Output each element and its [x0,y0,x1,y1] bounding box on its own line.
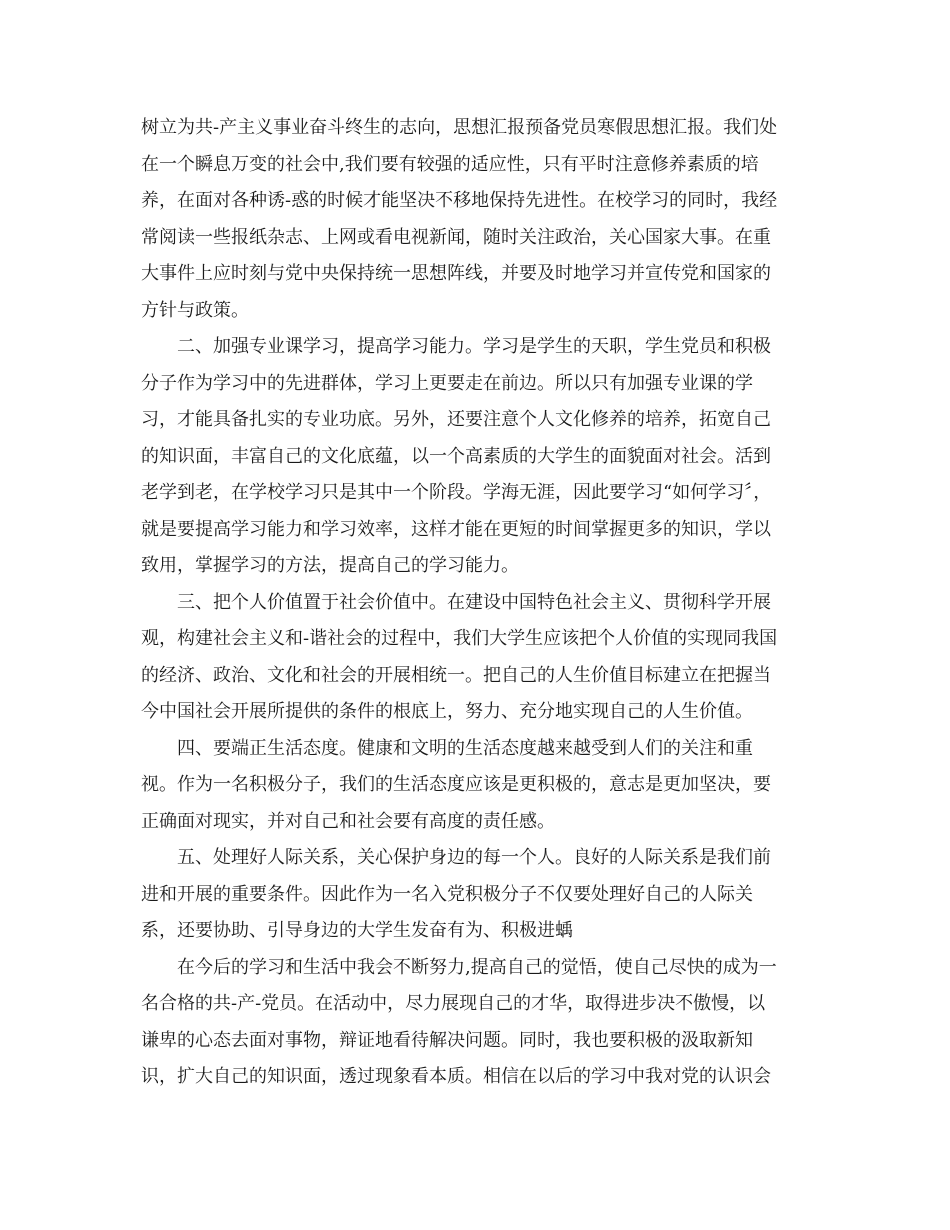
paragraph-study: 二、加强专业课学习，提高学习能力。学习是学生的天职，学生党员和积极 分子作为学习中的先进群体，学习上更要走在前边。所以只有加强专业课的学 习，才能具备扎实的专业功底。另外，还要注意个人文化修养的培养，拓宽自己 的知识面，丰富自己的文化底蕴，以一个高素质的大学生的面貌面对社会。活到 老学到老，在学校学习只是其中一个阶段。学海无涯，因此要学习“如何学习〞， 就是要提高学习能力和学习效率，这样才能在更短的时间掌握更多的知识，学以 致用，掌握学习的方法，提高自己的学习能力。 [141,336,772,576]
paragraph-future: 在今后的学习和生活中我会不断努力,提高自己的觉悟，使自己尽快的成为一 名合格的共-产-党员。在活动中，尽力展现自己的才华，取得进步决不傲慢，以 谦卑的心态去面对事物，辩证地看待解决问题。同时，我也要积极的汲取新知 识，扩大自己的知识面，透过现象看本质。相信在以后的学习中我对党的认识会 [141,956,777,1087]
paragraph-values: 三、把个人价值置于社会价值中。在建设中国特色社会主义、贯彻科学开展 观，构建社会主义和-谐社会的过程中，我们大学生应该把个人价值的实现同我国 的经济、政治、文化和社会的开展相统一。把自己的人生价值目标建立在把握当 今中国社会开展所提供的条件的根底上，努力、充分地实现自己的人生价值。 [141,591,778,722]
paragraph-attitude: 四、要端正生活态度。健康和文明的生活态度越来越受到人们的关注和重 视。作为一名积极分子，我们的生活态度应该是更积极的，意志是更加坚决，要 正确面对现实，并对自己和社会要有高度的责任感。 [141,737,771,832]
paragraph-ideals: 树立为共-产主义事业奋斗终生的志向，思想汇报预备党员寒假思想汇报。我们处 在一个瞬息万变的社会中,我们要有较强的适应性，只有平时注意修养素质的培 养，在面对各种诱-惑的时候才能坚决不移地保持先进性。在校学习的同时，我经 常阅读一些报纸杂志、上网或看电视新闻，随时关注政治，关心国家大事。在重 大事件上应时刻与党中央保持统一思想阵线，并要及时地学习并宣传党和国家的 方针与政策。 [141,117,778,321]
document-body [141,110,805,1096]
paragraph-relationships: 五、处理好人际关系，关心保护身边的每一个人。良好的人际关系是我们前 进和开展的重要条件。因此作为一名入党积极分子不仅要处理好自己的人际关 系，还要协助、引导身边的大学生发奋有为、积极进蝺 [141,847,771,941]
